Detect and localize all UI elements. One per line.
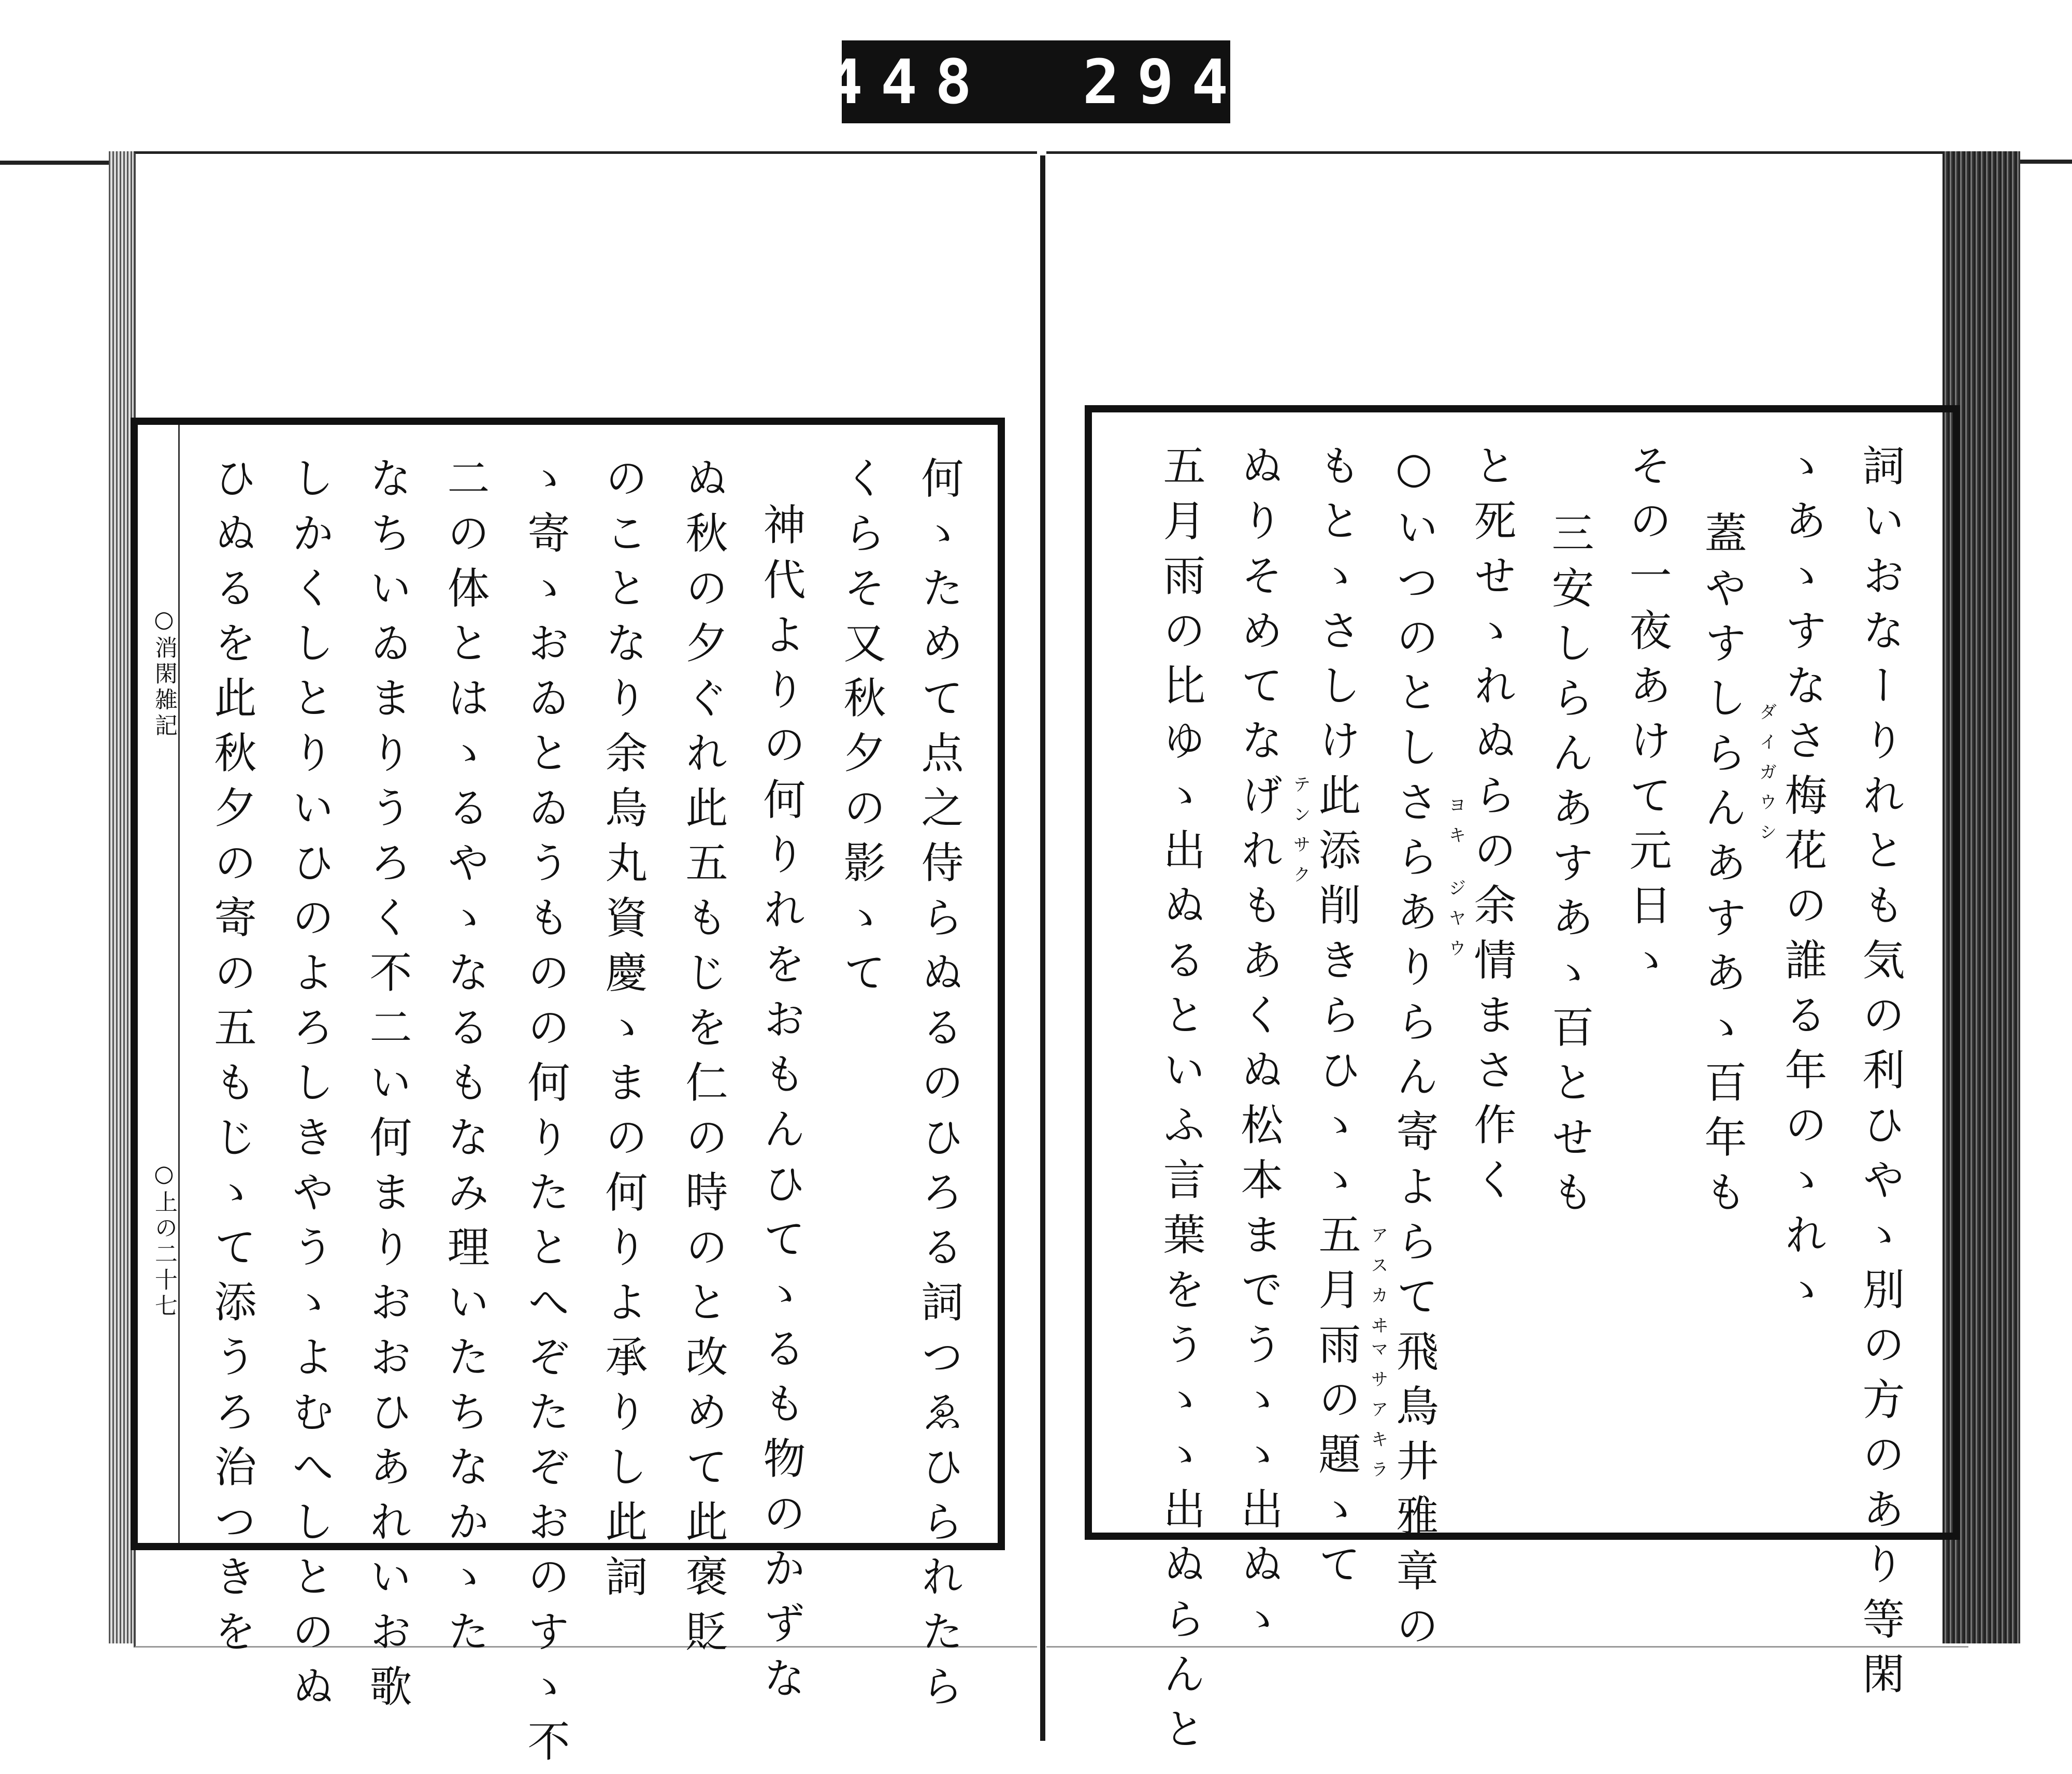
right-column-3: 蓋やすしらんあすあゝ百年も: [1697, 511, 1747, 1225]
right-furigana-4: マサアキラ: [1368, 1340, 1388, 1490]
left-column-1: 何ゝためて点之侍らぬるのひろる詞つゑひられたら: [914, 456, 963, 1719]
center-fold-line: [1040, 155, 1045, 1741]
right-text-frame: [1085, 405, 1960, 1762]
frame-number-left: 448: [826, 46, 989, 118]
right-column-10: 五月雨の比ゆゝ出ぬるといふ言葉をうゝゝ出ぬらんと: [1156, 444, 1205, 1762]
top-rule-right: [2020, 160, 2072, 164]
left-column-6: ゝ寄ゝおゐとゐうものの何りたとへぞたぞおのすゝ不: [521, 456, 570, 1774]
left-column-10: ひぬるを此秋夕の寄の五もじゝて添うろ治つきを: [207, 456, 256, 1664]
right-column-4: その一夜あけて元日ゝ: [1622, 444, 1672, 993]
right-furigana-6: ジヤウ: [1445, 879, 1466, 969]
right-furigana-1: ダイガウシ: [1756, 703, 1777, 853]
right-column-9: ぬりそめてなげれもあくぬ松本までうゝゝ出ぬゝ: [1234, 444, 1283, 1652]
right-furigana-2: テンサク: [1290, 775, 1311, 895]
right-column-6: と死せゝれぬらの余情まさ作く: [1467, 444, 1516, 1212]
left-column-7: 二の体とはゝるやゝなるもなみ理いたちなかゝた: [440, 456, 490, 1664]
right-column-1: 詞いおなーりれとも気の利ひやゝ別の方のあり等閑: [1855, 444, 1905, 1707]
left-column-5: のことなり余烏丸資慶ゝまの何りよ承りし此詞: [598, 456, 648, 1609]
right-column-5: 三安しらんあすあゝ百とせも: [1545, 511, 1594, 1225]
frame-number-right: 294: [1083, 46, 1246, 118]
left-column-9: しかくしとりいひのよろしきやうゝよむへしとのぬ: [285, 456, 334, 1719]
margin-book-title: ○消閑雑記: [151, 606, 177, 739]
right-column-7: ○いつのとしさらありらん寄よらて飛鳥井雅章の: [1389, 444, 1438, 1658]
left-column-3: 神代よりの何りれをおもんひてゝるも物のかずな: [756, 503, 805, 1711]
left-page-binding: [109, 151, 134, 1643]
left-column-2: くらそ又秋夕の影ゝて: [837, 456, 886, 1005]
right-furigana-3: アスカヰ: [1368, 1226, 1388, 1346]
left-frame-inner-rule: [178, 425, 180, 1543]
right-furigana-5: ヨキ: [1445, 796, 1466, 856]
left-column-8: なちいゐまりうろく不二い何まりおおひあれいお歌: [363, 456, 412, 1719]
right-column-2: ゝあゝすなさ梅花の誰る年のゝれゝ: [1778, 444, 1827, 1322]
margin-folio: ○上の二十七: [151, 1161, 177, 1320]
left-text-frame: [131, 418, 1005, 1774]
left-column-4: ぬ秋の夕ぐれ此五もじを仁の時のと改めて此褒貶: [679, 456, 728, 1664]
right-column-8: もとゝさしけ此添削きらひゝゝ五月雨の題ゝて: [1312, 444, 1361, 1597]
frame-number-label: [826, 40, 1246, 123]
